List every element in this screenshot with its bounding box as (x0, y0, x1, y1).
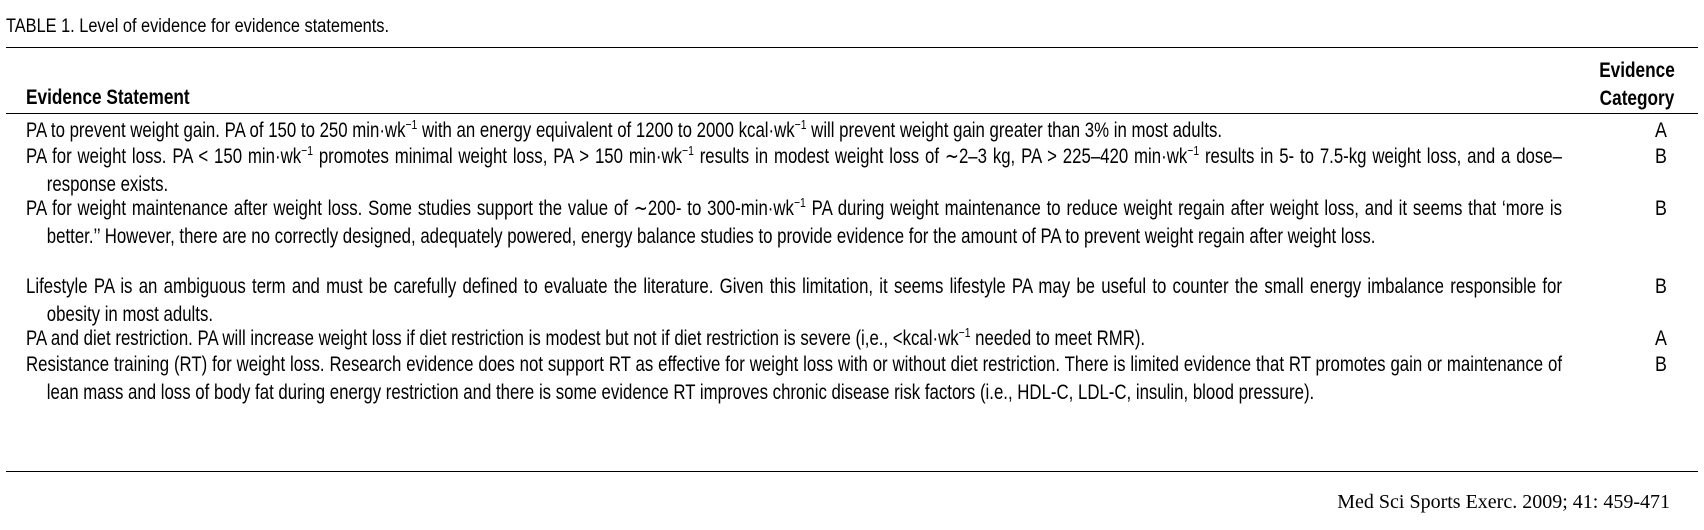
evidence-statement (26, 195, 1562, 251)
table-row (26, 195, 1704, 251)
statement-text: with an energy equivalent of 1200 to 2000 kcal·wk (417, 119, 795, 142)
table-header-rule (6, 113, 1698, 114)
exponent: −1 (301, 143, 313, 158)
statement-text: promotes minimal weight loss, PA > 150 min·wk (312, 145, 683, 168)
statement-text: needed to meet RMR). (970, 327, 1146, 350)
evidence-statement (26, 325, 1562, 353)
evidence-category: B (1655, 353, 1667, 376)
statement-text: PA to prevent weight gain. PA of 150 to 250 min·wk (26, 119, 406, 142)
table-row (26, 273, 1704, 329)
exponent: −1 (682, 143, 694, 158)
statement-text: Resistance training (RT) for weight loss. Research evidence does not support RT as effective for weight loss with or without diet restriction. There is limited evidence that RT promotes gain or maintenance of lean mass and loss of body fat during energy restriction and there is some evidence RT improves chronic disease risk factors (i.e., HDL-C, LDL-C, insulin, blood pressure). (26, 353, 1562, 404)
table-row (26, 143, 1704, 199)
table-top-rule (6, 47, 1698, 48)
evidence-statement (26, 117, 1562, 145)
statement-text: PA for weight maintenance after weight loss. Some studies support the value of ∼200- to 300-min·wk (26, 197, 794, 220)
statement-text: results in 5- to 7.5-kg weight loss, and a dose–response exists. (46, 145, 1562, 196)
table-caption: TABLE 1. Level of evidence for evidence statements. (6, 16, 389, 37)
exponent: −1 (793, 195, 806, 210)
exponent: −1 (405, 117, 418, 132)
exponent: −1 (1187, 143, 1200, 158)
evidence-category: A (1655, 327, 1667, 350)
statement-text: PA during weight maintenance to reduce weight regain after weight loss, and it seems that ‘more is better.’’ However, there are no correctly designed, adequately powered, energy balance studies to provide evidence for the amount of PA to prevent weight regain after weight loss. (46, 197, 1562, 248)
evidence-statement (26, 273, 1562, 329)
exponent: −1 (794, 117, 807, 132)
evidence-category: A (1655, 119, 1667, 142)
column-header-statement: Evidence Statement (26, 86, 190, 109)
statement-text: PA for weight loss. PA < 150 min·wk (26, 145, 302, 168)
exponent: −1 (958, 325, 971, 340)
journal-citation: Med Sci Sports Exerc. 2009; 41: 459-471 (1337, 491, 1670, 513)
statement-text: PA and diet restriction. PA will increase weight loss if diet restriction is modest but not if diet restriction is severe (i,e., <kcal·wk (26, 327, 959, 350)
table-bottom-rule (6, 471, 1698, 472)
table-row (26, 325, 1704, 353)
evidence-category: B (1655, 145, 1667, 168)
statement-text: will prevent weight gain greater than 3% in most adults. (806, 119, 1223, 142)
evidence-category: B (1655, 275, 1667, 298)
statement-text: results in modest weight loss of ∼2–3 kg, PA > 225–420 min·wk (693, 145, 1188, 168)
column-header-category: Evidence Category (1599, 59, 1675, 110)
evidence-statement (26, 351, 1562, 407)
evidence-category: B (1655, 197, 1667, 220)
statement-text: Lifestyle PA is an ambiguous term and must be carefully defined to evaluate the literature. Given this limitation, it seems lifestyle PA may be useful to counter the small energy imbalance responsible for obesity in most adults. (26, 275, 1562, 326)
evidence-statement (26, 143, 1562, 199)
table-row (26, 117, 1704, 145)
table-row (26, 351, 1704, 407)
